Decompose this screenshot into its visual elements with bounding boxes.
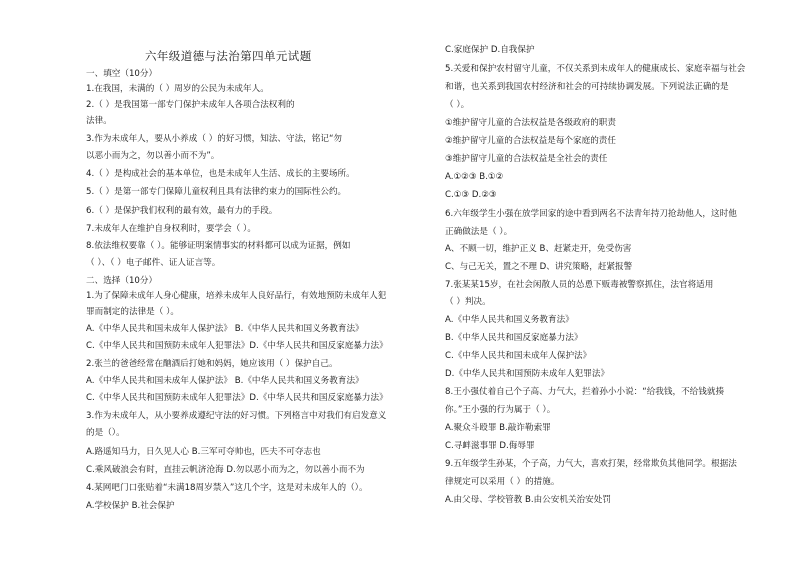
question-line: 8.依法维权要靠（ ）。能够证明案情事实的材料都可以成为证据，例如 <box>86 241 351 251</box>
question-line: ②维护留守儿童的合法权益是每个家庭的责任 <box>445 136 616 146</box>
question-line: 6.六年级学生小强在放学回家的途中看到两名不法青年持刀抢劫他人，这时他 <box>445 209 737 219</box>
question-line: C.寻衅滋事罪 D.侮辱罪 <box>445 441 535 451</box>
question-line: （ ）。 <box>445 100 470 110</box>
question-line: 2.（ ）是我国第一部专门保护未成年人各项合法权利的 <box>86 100 295 110</box>
question-line: ③维护留守儿童的合法权益是全社会的责任 <box>445 154 608 164</box>
question-line: A.《中华人民共和国未成年人保护法》 B.《中华人民共和国义务教育法》 <box>86 324 364 334</box>
question-line: B.《中华人民共和国反家庭暴力法》 <box>445 333 583 343</box>
question-line: 6.（ ）是保护我们权利的最有效，最有力的手段。 <box>86 206 278 216</box>
question-line: 5.关爱和保护农村留守儿童，不仅关系到未成年人的健康成长、家庭幸福与社会 <box>445 64 746 74</box>
question-line: 2.张兰的爸爸经常在酗酒后打她和妈妈，她应该用（ ）保护自己。 <box>86 359 338 369</box>
question-line: A.聚众斗殴罪 B.敲诈勒索罪 <box>445 423 551 433</box>
question-line: 的是（）。 <box>86 428 125 438</box>
question-line: A.《中华人民共和国义务教育法》 <box>445 315 574 325</box>
page-title: 六年级道德与法治第四单元试题 <box>145 49 312 63</box>
question-line: 4.（ ）是构成社会的基本单位，也是未成年人生活、成长的主要场所。 <box>86 169 355 179</box>
question-line: 罪而制定的法律是（ ）。 <box>86 307 179 317</box>
question-line: A.①②③ B.①② <box>445 172 504 182</box>
question-line: C、与己无关，置之不理 D、讲究策略，赶紧报警 <box>445 262 633 272</box>
question-line: 9.五年级学生孙某，个子高，力气大，喜欢打架，经常欺负其他同学。根据法 <box>445 459 737 469</box>
question-line: 二、选择（10分） <box>86 276 158 286</box>
question-line: D.《中华人民共和国预防未成年人犯罪法》 <box>445 369 610 379</box>
question-line: 7.张某某15岁，在社会闲散人员的怂恿下贩毒被警察抓住，法官将适用 <box>445 280 714 290</box>
question-line: C.①③ D.②③ <box>445 190 497 200</box>
question-line: A.学校保护 B.社会保护 <box>86 501 175 511</box>
question-line: （ ）、（ ）电子邮件、证人证言等。 <box>86 258 221 268</box>
question-line: 以恶小而为之，勿以善小而不为”。 <box>86 151 220 161</box>
question-line: 和谐，也关系到我国农村经济和社会的可持续协调发展。下列说法正确的是 <box>445 82 729 92</box>
question-line: C.《中华人民共和国预防未成年人犯罪法》D.《中华人民共和国反家庭暴力法》 <box>86 393 388 403</box>
question-line: （ ）判决。 <box>445 297 491 307</box>
question-line: A.路遥知马力，日久见人心 B.三军可夺帅也，匹夫不可夺志也 <box>86 447 321 457</box>
question-line: 3.作为未成年人，从小要养成遵纪守法的好习惯。下列格言中对我们有启发意义 <box>86 411 387 421</box>
question-line: A.《中华人民共和国未成年人保护法》 B.《中华人民共和国义务教育法》 <box>86 376 364 386</box>
question-line: 一、填空（10分） <box>86 69 158 79</box>
question-line: A.由父母、学校管教 B.由公安机关治安处罚 <box>445 495 611 505</box>
question-line: C.《中华人民共和国未成年人保护法》 <box>445 351 592 361</box>
question-line: 1.在我国，未满的（ ）周岁的公民为未成年人。 <box>86 84 269 94</box>
question-line: 3.作为未成年人，要从小养成（ ）的好习惯，知法、守法，铭记“勿 <box>86 134 343 144</box>
question-line: 8.王小强仗着自己个子高、力气大，拦着孙小小说：“给我钱，不给钱就揍 <box>445 387 725 397</box>
question-line: ①维护留守儿童的合法权益是各级政府的职责 <box>445 118 616 128</box>
question-line: 4.某网吧门口张贴着“未满18周岁禁入”这几个字，这是对未成年人的（）。 <box>86 483 368 493</box>
question-line: C.乘风破浪会有时，直挂云帆济沧海 D.勿以恶小而为之，勿以善小而不为 <box>86 465 365 475</box>
question-line: 1.为了保障未成年人身心健康，培养未成年人良好品行，有效地预防未成年人犯 <box>86 291 387 301</box>
question-line: C.《中华人民共和国预防未成年人犯罪法》D.《中华人民共和国反家庭暴力法》 <box>86 341 388 351</box>
question-line: 正确做法是（ ）。 <box>445 227 513 237</box>
question-line: 法律。 <box>86 116 112 126</box>
question-line: A、不顾一切，维护正义 B、赶紧走开，免受伤害 <box>445 244 632 254</box>
question-line: C.家庭保护 D.自我保护 <box>445 45 535 55</box>
question-line: 你。”王小强的行为属于（ ）。 <box>445 405 556 415</box>
question-line: 5.（ ）是第一部专门保障儿童权利且具有法律约束力的国际性公约。 <box>86 187 347 197</box>
question-line: 律规定可以采用（ ）的措施。 <box>445 477 560 487</box>
question-line: 7.未成年人在维护自身权利时，要学会（ ）。 <box>86 224 256 234</box>
